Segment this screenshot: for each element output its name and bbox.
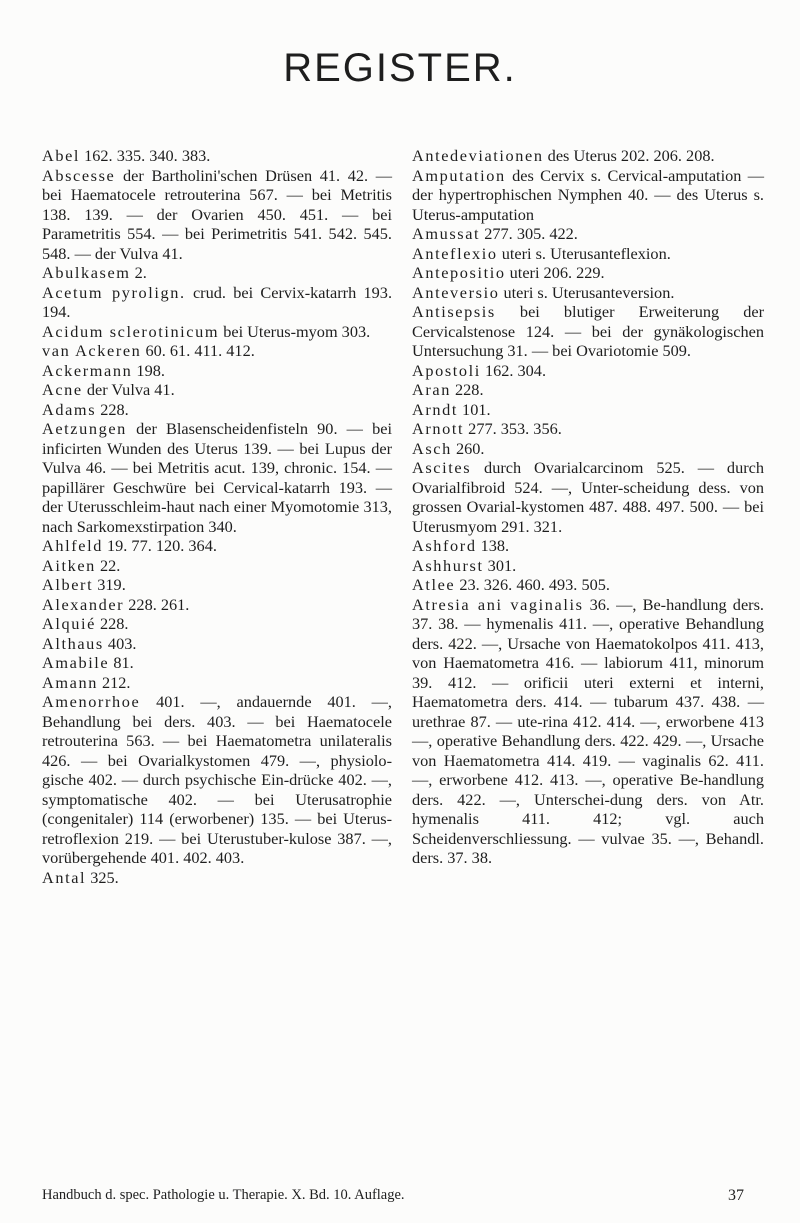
index-references: uteri s. Uterusanteversion. — [499, 282, 675, 302]
index-entry — [412, 458, 764, 536]
index-entry — [412, 361, 764, 381]
index-keyword: Ackermann — [42, 360, 133, 380]
page-title: REGISTER. — [283, 46, 517, 90]
index-keyword: Arnott — [412, 419, 465, 438]
index-entry — [42, 692, 392, 868]
index-entry — [412, 556, 764, 576]
index-entry — [412, 302, 764, 361]
index-keyword: Ascites — [412, 458, 472, 477]
index-entry — [42, 146, 392, 166]
index-keyword: Amputation — [412, 165, 506, 185]
index-entry — [42, 614, 392, 634]
index-references: 325. — [86, 867, 119, 887]
index-entry — [42, 634, 392, 654]
index-references: 162. 304. — [480, 360, 547, 380]
index-entry — [412, 263, 764, 283]
index-references: des Uterus 202. 206. 208. — [543, 146, 715, 165]
index-keyword: Antal — [42, 867, 87, 887]
index-entry — [412, 595, 764, 868]
index-entry — [412, 575, 764, 595]
index-entry — [42, 341, 392, 361]
index-column-right — [412, 146, 764, 868]
index-entry — [42, 380, 392, 400]
index-entry — [42, 536, 392, 556]
index-references: 162. 335. 340. 383. — [80, 146, 211, 165]
index-keyword: Anteversio — [412, 282, 500, 302]
index-entry — [412, 419, 764, 439]
index-keyword: Amussat — [412, 224, 481, 243]
index-references: crud. bei Cervix-katarrh 193. 194. — [42, 282, 393, 321]
index-entry — [412, 166, 764, 225]
index-references: 228. 261. — [124, 594, 190, 614]
index-entry — [42, 673, 392, 693]
index-entry — [42, 556, 392, 576]
index-references: bei blutiger Erweiterung der Cervicalstenose 124. — bei der gynäkologischen Untersuchung 31. — bei Ovariotomie 509. — [412, 302, 764, 360]
index-keyword: Abscesse — [42, 165, 116, 185]
index-references: uteri 206. 229. — [505, 263, 605, 282]
index-entry — [42, 575, 392, 595]
index-entry — [412, 400, 764, 420]
index-entry — [42, 419, 392, 536]
index-references: 22. — [95, 555, 121, 575]
index-entry — [42, 868, 392, 888]
index-entry — [412, 244, 764, 264]
page-footer — [42, 1187, 764, 1205]
index-keyword: Anteflexio — [412, 243, 498, 263]
index-references: 36. —, Be-handlung ders. 37. 38. — hymenalis 411. —, operative Behandlung ders. 422. —, Ursache von Haematokolpos 411. 413, von Haematometra 416. — labiorum 411, minorum 39. 412. — orificii uteri externi et interni, Haematometra ders. 414. — tubarum 437. 438. — urethrae 87. — ute-rina 412. 414. —, erworbene 413 —, operative Behandlung ders. 422. 429. —, Ursache von Haematometra 414. 419. — vaginalis 62. 411. —, erworbene 412. 413. —, operative Be-handlung ders. 422. —, Unterschei-dung ders. von Atr. hymenalis 411. 412; vgl. auch Scheidenverschliessung. — vulvae 35. —, Behandl. ders. 37. 38. — [412, 594, 764, 867]
index-entry — [412, 146, 764, 166]
index-entry — [412, 380, 764, 400]
index-keyword: Amenorrhoe — [42, 692, 141, 711]
index-references: bei Uterus-myom 303. — [219, 321, 371, 341]
index-keyword: Aran — [412, 380, 451, 399]
index-keyword: Alexander — [42, 594, 125, 614]
index-keyword: Amabile — [42, 653, 110, 672]
index-references: 23. 326. 460. 493. 505. — [455, 575, 610, 594]
index-references: der Vulva 41. — [82, 380, 175, 399]
index-references: 401. —, andauernde 401. —, Behandlung bei ders. 403. — bei Haematocele retrouterina 563. — bei Haematometra unilateralis 426. — bei Ovarialkystomen 479. —, physiolo-gische 402. — durch psychische Ein-drücke 402. —, symptomatische 402. — bei Uterusatrophie (congenitaler) 114 (erworbener) 135. — bei Uterus-retroflexion 219. — bei Uterustuber-kulose 387. —, vorübergehende 401. 402. 403. — [42, 692, 392, 867]
index-entry — [412, 224, 764, 244]
index-keyword: Ashhurst — [412, 555, 484, 575]
index-entry — [42, 653, 392, 673]
index-references: 228. — [450, 380, 484, 399]
index-references: 319. — [93, 575, 126, 594]
index-entry — [42, 263, 392, 283]
index-keyword: Ahlfeld — [42, 536, 103, 555]
index-keyword: van Ackeren — [42, 341, 142, 360]
index-references: 60. 61. 411. 412. — [141, 341, 255, 360]
index-references: 101. — [457, 399, 491, 419]
index-references: 228. — [96, 399, 129, 419]
index-keyword: Antisepsis — [412, 302, 496, 321]
index-references: der Blasenscheidenfisteln 90. — bei inficirten Wunden des Uterus 139. — bei Lupus der Vulva 46. — bei Metritis acut. 139, chronic. 154. — papillärer Geschwüre bei Cervical-katarrh 193. — der Uterusschleim-haut nach einer Myomotomie 313, nach Sarkomexstirpation 340. — [42, 419, 392, 536]
index-keyword: Antepositio — [412, 263, 506, 282]
index-entry — [42, 400, 392, 420]
index-references: 260. — [451, 438, 485, 458]
index-keyword: Atresia ani vaginalis — [412, 594, 584, 614]
index-keyword: Aetzungen — [42, 419, 127, 438]
index-keyword: Abel — [42, 146, 81, 165]
index-references: 198. — [132, 360, 165, 380]
index-references: 403. — [103, 633, 137, 653]
index-entry — [412, 439, 764, 459]
index-references: 19. 77. 120. 364. — [102, 536, 217, 555]
page-number: 37 — [728, 1187, 744, 1204]
index-references: des Cervix s. Cervical-amputation — der hypertrophischen Nymphen 40. — des Uterus s. Uterus-amputation — [412, 165, 764, 224]
index-keyword: Abulkasem — [42, 263, 131, 282]
index-keyword: Apostoli — [412, 360, 481, 380]
index-entry — [412, 283, 764, 303]
index-entry — [412, 536, 764, 556]
index-keyword: Amann — [42, 672, 98, 692]
index-entry — [42, 322, 392, 342]
index-keyword: Acidum sclerotinicum — [42, 321, 220, 341]
index-entry — [42, 595, 392, 615]
index-keyword: Arndt — [412, 399, 458, 419]
index-references: 228. — [95, 614, 129, 633]
index-references: durch Ovarialcarcinom 525. — durch Ovarialfibroid 524. —, Unter-scheidung dess. von grossen Ovarial-kystomen 487. 488. 497. 500. — bei Uterusmyom 291. 321. — [412, 458, 764, 536]
index-keyword: Asch — [412, 438, 452, 458]
index-keyword: Alquié — [42, 614, 96, 633]
index-entry — [42, 166, 392, 264]
index-keyword: Aitken — [42, 555, 96, 575]
index-keyword: Ashford — [412, 536, 477, 555]
index-keyword: Antedeviationen — [412, 146, 544, 165]
index-keyword: Atlee — [412, 575, 456, 594]
index-references: 138. — [476, 536, 510, 555]
index-references: 277. 353. 356. — [464, 419, 562, 438]
index-keyword: Albert — [42, 575, 94, 594]
index-keyword: Adams — [42, 399, 97, 419]
footer-citation: Handbuch d. spec. Pathologie u. Therapie. X. Bd. 10. Auflage. — [42, 1187, 405, 1203]
index-entry — [42, 283, 392, 322]
index-keyword: Althaus — [42, 633, 104, 653]
index-references: 212. — [97, 672, 131, 692]
index-references: uteri s. Uterusanteflexion. — [497, 243, 671, 263]
index-references: der Bartholini'schen Drüsen 41. 42. — bei Haematocele retrouterina 567. — bei Metritis 138. 139. — der Ovarien 450. 451. — bei Parametritis 554. — bei Perimetritis 541. 542. 545. 548. — der Vulva 41. — [42, 165, 392, 263]
index-references: 277. 305. 422. — [480, 224, 578, 243]
index-keyword: Acne — [42, 380, 83, 399]
index-entry — [42, 361, 392, 381]
index-references: 301. — [483, 555, 517, 575]
index-references: 81. — [109, 653, 134, 672]
index-references: 2. — [130, 263, 147, 282]
index-keyword: Acetum pyrolign. — [42, 282, 186, 302]
index-column-left — [42, 146, 392, 887]
